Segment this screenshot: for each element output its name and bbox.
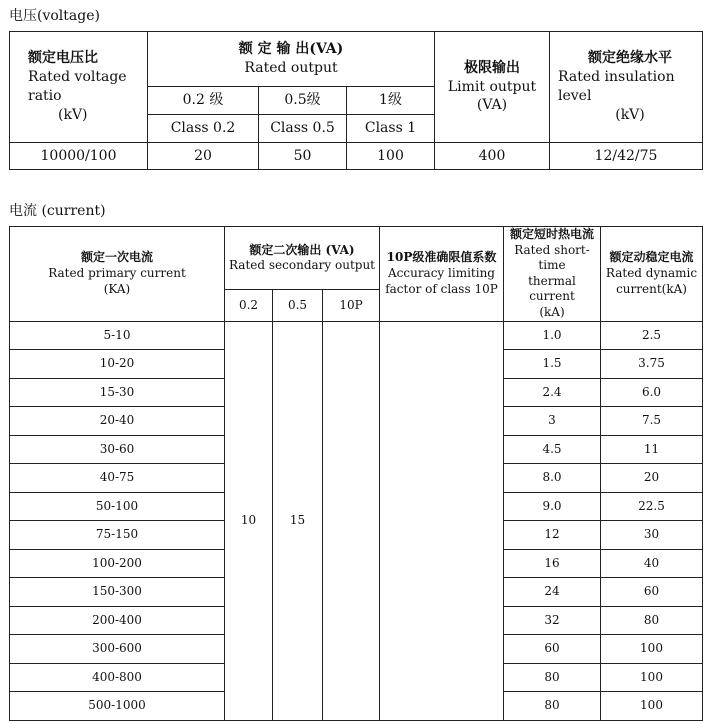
thermal-en2: thermal current [528,273,576,304]
primary-current-cell: 200-400 [10,606,225,635]
thermal-current-cell: 8.0 [504,464,601,493]
insulation-en2: level [558,88,592,104]
rated-output-zh: 额 定 输 出(VA) [238,41,344,58]
class-02-en: Class 0.2 [148,115,259,143]
dynamic-current-cell: 80 [601,606,703,635]
thermal-current-cell: 80 [504,663,601,692]
dynamic-current-cell: 3.75 [601,350,703,379]
ratio-value: 10000/100 [10,143,148,170]
alf-header [380,227,504,322]
dynamic-current-cell: 100 [601,663,703,692]
dynamic-current-cell: 30 [601,521,703,550]
thermal-current-cell: 4.5 [504,435,601,464]
ratio-header [10,32,148,143]
thermal-current-cell: 12 [504,521,601,550]
limit-output-value: 400 [435,143,550,170]
primary-current-cell: 15-30 [10,378,225,407]
table-row [10,321,703,350]
current-table-body [10,321,703,720]
dynamic-current-cell: 40 [601,549,703,578]
class-05-en: Class 0.5 [259,115,347,143]
secondary-output-zh: 额定二次输出 (VA) [249,242,355,257]
insulation-zh: 额定绝缘水平 [588,50,672,67]
insulation-en1: Rated insulation [558,69,675,86]
thermal-current-cell: 60 [504,635,601,664]
class-05-value: 50 [259,143,347,170]
voltage-table [9,31,703,170]
dynamic-current-header [601,227,703,322]
dynamic-current-cell: 22.5 [601,492,703,521]
current-section-label: 电流 (current) [9,203,106,219]
primary-current-cell: 150-300 [10,578,225,607]
dynamic-zh: 额定动稳定电流 [609,250,694,265]
secondary-10p-cell [323,321,380,720]
limit-output-unit: (VA) [476,97,508,114]
primary-current-cell: 40-75 [10,464,225,493]
primary-current-cell: 10-20 [10,350,225,379]
secondary-output-header [225,227,380,290]
thermal-current-cell: 32 [504,606,601,635]
thermal-current-cell: 16 [504,549,601,578]
alf-cell [380,321,504,720]
rated-output-header [148,32,435,87]
thermal-current-cell: 1.5 [504,350,601,379]
insulation-header [550,32,703,143]
primary-current-unit: (KA) [103,281,131,296]
class-1-en: Class 1 [347,115,435,143]
col-02-header: 0.2 [225,290,273,321]
primary-current-cell: 5-10 [10,321,225,350]
dynamic-current-cell: 60 [601,578,703,607]
rated-output-en: Rated output [244,60,338,76]
thermal-current-header [504,227,601,322]
primary-current-en: Rated primary current [48,265,186,280]
primary-current-cell: 20-40 [10,407,225,436]
primary-current-cell: 100-200 [10,549,225,578]
ratio-header-en2: ratio [28,88,62,104]
insulation-unit: (kV) [615,106,645,123]
primary-current-cell: 300-600 [10,635,225,664]
primary-current-cell: 400-800 [10,663,225,692]
ratio-header-unit: (kV) [58,106,88,123]
dynamic-current-cell: 100 [601,692,703,721]
thermal-current-cell: 9.0 [504,492,601,521]
dynamic-current-cell: 11 [601,435,703,464]
alf-en1: Accuracy limiting [387,265,495,280]
col-05-header: 0.5 [273,290,323,321]
alf-en2: factor of class 10P [385,281,498,296]
current-table [9,226,703,721]
dynamic-current-cell: 7.5 [601,407,703,436]
col-10p-header: 10P [323,290,380,321]
alf-zh: 10P级准确限值系数 [386,250,497,265]
secondary-output-en: Rated secondary output [229,258,375,273]
limit-output-header [435,32,550,143]
ratio-header-en1: Rated voltage [28,69,127,86]
primary-current-cell: 500-1000 [10,692,225,721]
limit-output-en: Limit output [447,78,537,95]
primary-current-cell: 50-100 [10,492,225,521]
secondary-02-cell: 10 [225,321,273,720]
insulation-value: 12/42/75 [550,143,703,170]
thermal-en1: Rated short-time [514,242,590,273]
dynamic-en2: current(kA) [616,281,687,296]
class-02-value: 20 [148,143,259,170]
thermal-current-cell: 24 [504,578,601,607]
voltage-section-label: 电压(voltage) [9,8,100,24]
dynamic-current-cell: 100 [601,635,703,664]
thermal-zh: 额定短时热电流 [509,227,594,241]
primary-current-cell: 30-60 [10,435,225,464]
dynamic-current-cell: 2.5 [601,321,703,350]
primary-current-cell: 75-150 [10,521,225,550]
class-02-zh: 0.2 级 [148,87,259,115]
primary-current-header [10,227,225,322]
primary-current-zh: 额定一次电流 [80,250,153,265]
class-1-value: 100 [347,143,435,170]
class-05-zh: 0.5级 [259,87,347,115]
thermal-current-cell: 80 [504,692,601,721]
secondary-05-cell: 15 [273,321,323,720]
dynamic-en1: Rated dynamic [605,265,698,280]
dynamic-current-cell: 6.0 [601,378,703,407]
thermal-unit: (kA) [539,304,565,319]
limit-output-zh: 极限输出 [464,59,520,76]
thermal-current-cell: 3 [504,407,601,436]
ratio-header-zh: 额定电压比 [28,50,98,67]
thermal-current-cell: 2.4 [504,378,601,407]
class-1-zh: 1级 [347,87,435,115]
dynamic-current-cell: 20 [601,464,703,493]
thermal-current-cell: 1.0 [504,321,601,350]
